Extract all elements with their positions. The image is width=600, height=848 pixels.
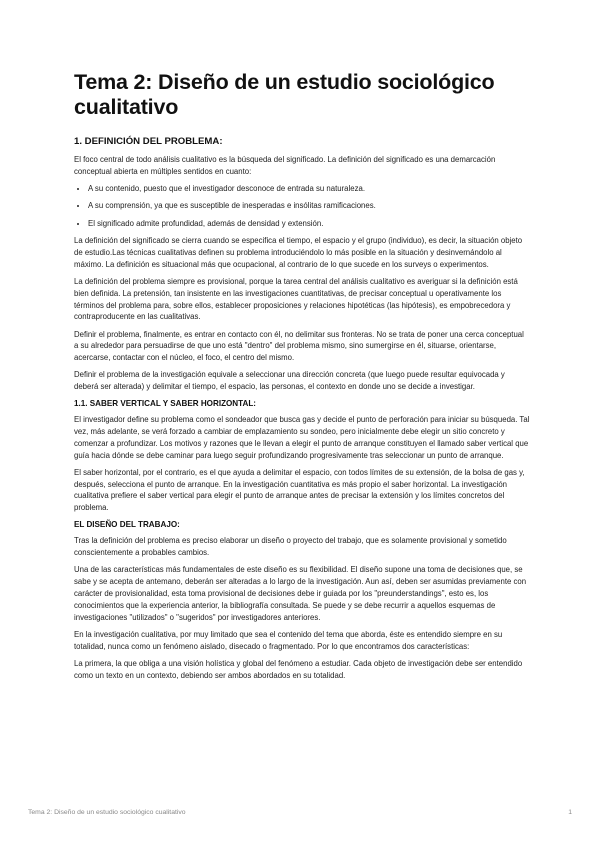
subsection-heading-saber: 1.1. SABER VERTICAL Y SABER HORIZONTAL: (74, 399, 256, 409)
paragraph: Definir el problema, finalmente, es entrar en contacto con él, no delimitar sus fronteras. No se trata de poner una cerca conceptual a su alrededor para persuadirse de que uno está "dentro" del problema mismo, sino sumergirse en él, situarse, orientarse, acercarse, contactar con el núcleo, el foco, el centro del mismo. (74, 329, 524, 363)
page-number: 1 (568, 809, 572, 816)
subsection-heading-diseno: EL DISEÑO DEL TRABAJO: (74, 520, 180, 530)
list-item: • A su comprensión, ya que es susceptible de inesperadas e insólitas ramificaciones. (88, 200, 530, 212)
paragraph: Tras la definición del problema es preciso elaborar un diseño o proyecto del trabajo, que es solamente provisional y sometido conscientemente a probables cambios. (74, 536, 507, 558)
bullet-list (74, 183, 530, 230)
page-title: Tema 2: Diseño de un estudio sociológico cualitativo (74, 70, 495, 119)
paragraph: En la investigación cualitativa, por muy limitado que sea el contenido del tema que aborda, éste es entendido siempre en su totalidad, nunca como un fenómeno aislado, disecado o fragmentado. Por lo que encontramos dos características: (74, 629, 503, 651)
page-footer (28, 809, 572, 816)
section-heading-definicion: 1. DEFINICIÓN DEL PROBLEMA: (74, 136, 223, 147)
list-item: • A su contenido, puesto que el investigador desconoce de entrada su naturaleza. (88, 183, 530, 195)
paragraph: Definir el problema de la investigación equivale a seleccionar una dirección concreta (que luego puede resultar equivocada y deberá ser alterada) y delimitar el tiempo, el espacio, las personas, el contexto en donde uno se decide a investigar. (74, 370, 505, 392)
footer-title: Tema 2: Diseño de un estudio sociológico cualitativo (28, 809, 186, 816)
paragraph: Una de las características más fundamentales de este diseño es su flexibilidad. El diseño supone una toma de decisiones que, se sabe y se acepta de antemano, deberán ser alteradas a lo largo de la investigación. Aun así, deben ser asumidas previamente con carácter de provisionalidad, esta toma provisional de decisiones debe ir guiada por los "preunderstandings", esto es, los conocimientos que la experiencia anterior, la bibliografía consultada. Se puede y se debe recurrir a aquellos esquemas de investigaciones "utilizados" o "sugeridos" por investigadores anteriores. (74, 565, 527, 622)
paragraph: La definición del significado se cierra cuando se especifica el tiempo, el espacio y el grupo (individuo), es decir, la situación objeto de estudio.Las técnicas cualitativas definen su problema introduciéndolo lo más posible en la situación y desinvernándolo al máximo. La definición es situacional más que ocupacional, al contrario de lo que sucede en los surveys o experimentos. (74, 236, 523, 269)
document-page (74, 70, 530, 687)
paragraph: La definición del problema siempre es provisional, porque la tarea central del análisis cualitativo es averiguar si la definición está bien definida. La pretensión, tan insistente en las investigaciones cuantitativas, de precisar conceptual u operativamente los términos del problema para, sobre ellos, establecer proposiciones y relaciones hipotéticas (las hipótesis), es empobrecedora y contraproducente en las cualitativas. (74, 276, 518, 322)
paragraph: El saber horizontal, por el contrario, es el que ayuda a delimitar el espacio, con todos límites de su extensión, de la bolsa de gas y, después, selecciona el punto de arranque. En la investigación cuantitativa es más propio el saber horizontal. La investigación cualitativa prefiere el saber vertical para elegir el punto de arranque antes de precisar la extensión y los límites concretos del problema. (74, 467, 525, 513)
list-item: • El significado admite profundidad, además de densidad y extensión. (88, 218, 530, 230)
paragraph: La primera, la que obliga a una visión holística y global del fenómeno a estudiar. Cada objeto de investigación debe ser entendido como un texto en un contexto, debiendo ser ambos abordados en su totalidad. (74, 658, 523, 680)
paragraph: El foco central de todo análisis cualitativo es la búsqueda del significado. La definición del significado es una demarcación conceptual abierta en múltiples sentidos en cuanto: (74, 155, 496, 176)
paragraph: El investigador define su problema como el sondeador que busca gas y decide el punto de perforación para iniciar su búsqueda. Tal vez, más adelante, se verá forzado a cambiar de emplazamiento su sondeo, pero inicialmente debe elegir un sitio concreto y comenzar a profundizar. Los motivos y razones que le llevan a elegir el punto de arranque constituyen el llamado saber vertical que guía hacia dónde se debe caminar para luego seguir profundizando progresivamente tras seleccionar un punto de arranque. (74, 415, 530, 460)
